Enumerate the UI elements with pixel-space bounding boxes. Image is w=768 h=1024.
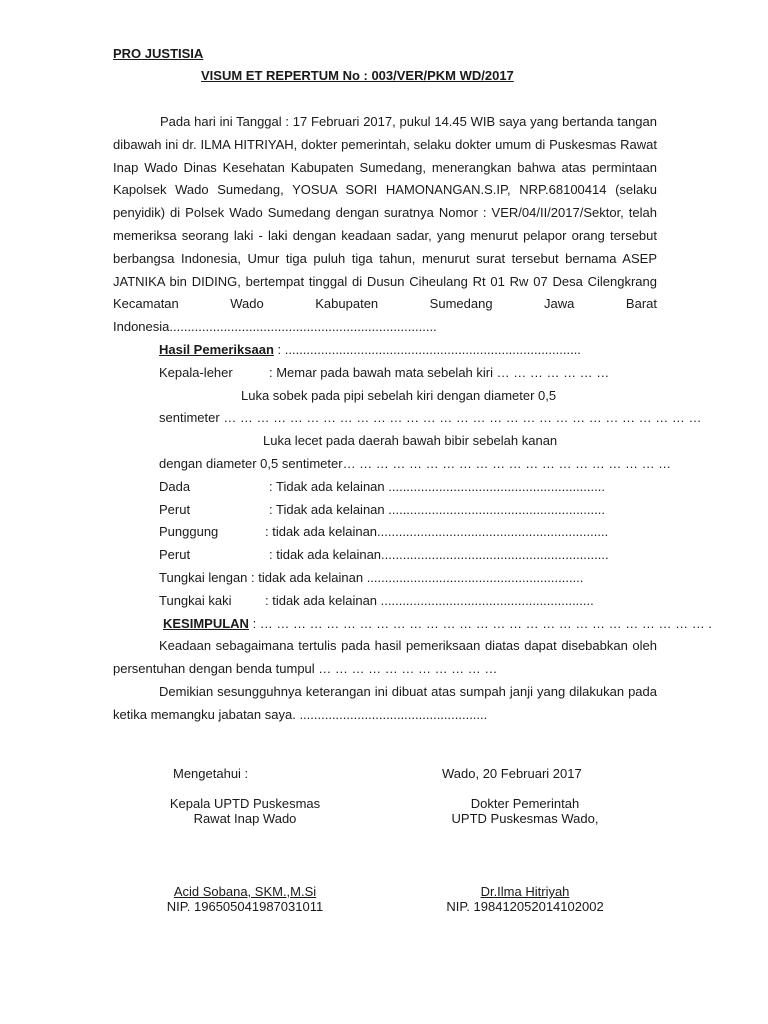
right-signer-name: Dr.Ilma Hitriyah xyxy=(480,884,570,899)
hasil-label: Hasil Pemeriksaan xyxy=(159,341,274,357)
exam-item-text: : tidak ada kelainan xyxy=(269,547,382,563)
exam-item-text: : Tidak ada kelainan xyxy=(269,501,385,517)
exam-item: Perut : tidak ada kelainan............................................................... xyxy=(113,544,657,567)
right-signature-block xyxy=(430,766,620,914)
right-role-2: UPTD Puskesmas Wado, xyxy=(451,811,599,826)
kesimpulan-label: KESIMPULAN xyxy=(163,615,249,631)
exam-item: Punggung : tidak ada kelainan................................................................ xyxy=(113,521,657,544)
kesimpulan-line: KESIMPULAN : … … … … … … … … … … … … … … … … … … … … … … … … … … … . xyxy=(163,615,712,631)
left-role-2: Rawat Inap Wado xyxy=(193,811,297,826)
kesimpulan-paragraph-2: Demikian sesungguhnya keterangan ini dibuat atas sumpah janji yang dilakukan pada ketika memangku jabatan saya. .................................................... xyxy=(113,683,657,722)
exam-item-text: : tidak ada kelainan xyxy=(251,569,364,585)
luka-sobek-line-2: sentimeter … … … … … … … … … … … … … … … … … … … … … … … … … … … … … xyxy=(159,410,702,426)
kepala-line: Kepala-leher : Memar pada bawah mata sebelah kiri … … … … … … … xyxy=(113,362,657,385)
luka-lecet-line-1: Luka lecet pada daerah bawah bibir sebelah kanan xyxy=(263,433,558,449)
exam-item: Tungkai lengan : tidak ada kelainan ............................................................ xyxy=(159,569,584,585)
document-title: VISUM ET REPERTUM No : 003/VER/PKM WD/2017 xyxy=(201,68,514,83)
left-signer-name: Acid Sobana, SKM.,M.Si xyxy=(173,884,317,899)
left-role-1: Kepala UPTD Puskesmas xyxy=(169,796,321,811)
pro-justisia-heading: PRO JUSTISIA xyxy=(113,46,204,61)
exam-item-label: Perut xyxy=(159,501,191,517)
exam-item-label: Perut xyxy=(159,547,191,563)
mengetahui-label: Mengetahui : xyxy=(173,766,249,781)
document-body xyxy=(113,111,712,727)
luka-sobek-cont: sentimeter xyxy=(159,410,220,426)
left-signer-nip: NIP. 196505041987031011 xyxy=(166,899,324,914)
right-role-1: Dokter Pemerintah xyxy=(470,796,580,811)
exam-item-text: : tidak ada kelainan xyxy=(265,592,378,608)
kesimpulan-text-2: Demikian sesungguhnya keterangan ini dibuat atas sumpah janji yang dilakukan pada ketika memangku jabatan saya. xyxy=(113,683,657,722)
intro-text: Pada hari ini Tanggal : 17 Februari 2017, pukul 14.45 WIB saya yang bertanda tangan dibawah ini dr. ILMA HITRIYAH, dokter pemerintah, selaku dokter umum di Puskesmas Rawat Inap Wado Dinas Kesehatan Kabupaten Sumedang, menerangkan bahwa atas permintaan Kapolsek Wado Sumedang, YOSUA SORI HAMONANGAN.S.IP, NRP.68100414 (selaku penyidik) di Polsek Wado Sumedang dengan suratnya Nomor : VER/04/II/2017/Sektor, telah memeriksa seorang laki - laki dengan keadaan sadar, yang menurut pelapor orang tersebut berbangsa Indonesia, Umur tiga puluh tiga tahun, menurut surat tersebut bernama ASEP JATNIKA bin DIDING, bertempat tinggal di Dusun Ciheulang Rt 01 Rw 07 Desa Cilengkrang Kecamatan Wado Kabupaten Sumedang Jawa Barat Indonesia xyxy=(113,114,657,335)
right-signer-nip: NIP. 198412052014102002 xyxy=(446,899,604,914)
exam-item: Tungkai kaki : tidak ada kelainan ........................................................... xyxy=(113,590,657,613)
exam-item-label: Tungkai kaki xyxy=(159,592,232,608)
exam-item-text: : Tidak ada kelainan xyxy=(269,478,385,494)
luka-lecet-line-2: dengan diameter 0,5 sentimeter… … … … … … … … … … … … … … … … … … … … xyxy=(159,455,672,471)
kepala-text: : Memar pada bawah mata sebelah kiri xyxy=(269,364,494,380)
exam-item: Dada : Tidak ada kelainan ............................................................ xyxy=(113,476,657,499)
exam-item-text: : tidak ada kelainan xyxy=(265,524,378,540)
hasil-heading-line: Hasil Pemeriksaan : .................................................................................. xyxy=(159,341,581,357)
exam-item: Perut : Tidak ada kelainan ............................................................ xyxy=(113,499,657,522)
left-signature-block xyxy=(155,766,335,914)
luka-sobek-line-1: Luka sobek pada pipi sebelah kiri dengan diameter 0,5 xyxy=(241,387,557,403)
hasil-colon: : xyxy=(273,341,282,357)
exam-item-label: Punggung xyxy=(159,524,219,540)
kesimpulan-paragraph-1: Keadaan sebagaimana tertulis pada hasil pemeriksaan diatas dapat disebabkan oleh persentuhan dengan benda tumpul … … … … … … … … … … … xyxy=(113,638,657,677)
exam-item-label: Dada xyxy=(159,478,191,494)
exam-item-label: Tungkai lengan xyxy=(159,569,248,585)
place-date: Wado, 20 Februari 2017 xyxy=(442,766,582,781)
kepala-label: Kepala-leher xyxy=(159,364,233,380)
intro-paragraph: Pada hari ini Tanggal : 17 Februari 2017, pukul 14.45 WIB saya yang bertanda tangan dibawah ini dr. ILMA HITRIYAH, dokter pemerintah, selaku dokter umum di Puskesmas Rawat Inap Wado Dinas Kesehatan Kabupaten Sumedang, menerangkan bahwa atas permintaan Kapolsek Wado Sumedang, YOSUA SORI HAMONANGAN.S.IP, NRP.68100414 (selaku penyidik) di Polsek Wado Sumedang dengan suratnya Nomor : VER/04/II/2017/Sektor, telah memeriksa seorang laki - laki dengan keadaan sadar, yang menurut pelapor orang tersebut berbangsa Indonesia, Umur tiga puluh tiga tahun, menurut surat tersebut bernama ASEP JATNIKA bin DIDING, bertempat tinggal di Dusun Ciheulang Rt 01 Rw 07 Desa Cilengkrang Kecamatan Wado Kabupaten Sumedang Jawa Barat Indonesia.......................................................................... xyxy=(113,114,657,335)
kesimpulan-text-1: Keadaan sebagaimana tertulis pada hasil pemeriksaan diatas dapat disebabkan oleh persentuhan dengan benda tumpul xyxy=(113,638,657,677)
luka-lecet-cont: dengan diameter 0,5 sentimeter xyxy=(159,455,343,471)
